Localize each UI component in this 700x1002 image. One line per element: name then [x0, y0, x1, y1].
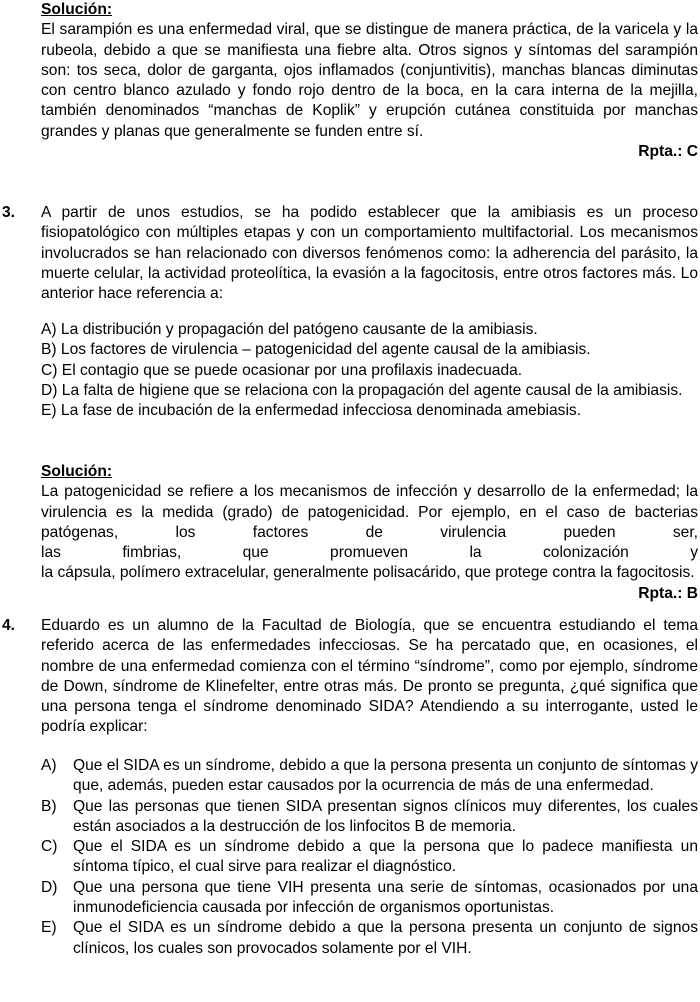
solution-heading: Solución:: [41, 463, 113, 480]
option-label: E): [41, 919, 57, 937]
question-4: [41, 616, 698, 738]
option-a: A) La distribución y propagación del patógeno causante de la amibiasis.: [41, 321, 538, 338]
question-4-options: [41, 756, 698, 959]
solution-text-part3: la cápsula, polímero extracelular, generalmente polisacárido, que protege contra la fagocitosis.: [41, 564, 695, 582]
option-text: Que el SIDA es un síndrome debido a que la persona presenta un conjunto de signos clínicos, los cuales son provocados solamente por el VIH.: [73, 919, 698, 957]
solution-q2: [41, 0, 698, 162]
option-label: B): [41, 797, 57, 815]
option-d: D) La falta de higiene que se relaciona con la propagación del agente causal de la amibiasis.: [41, 381, 683, 399]
option-d: [41, 878, 698, 919]
option-c: C) El contagio que se puede ocasionar por una profilaxis inadecuada.: [41, 361, 523, 379]
option-label: D): [41, 878, 58, 896]
solution-text-part2: las fimbrias, que promueven la colonización y: [41, 544, 698, 562]
option-text: Que una persona que tiene VIH presenta una serie de síntomas, ocasionados por una inmunodeficiencia causada por infección de organismos oportunistas.: [73, 878, 698, 917]
option-text: Que las personas que tienen SIDA presentan signos clínicos muy diferentes, los cuales están asociados a la destrucción de los linfocitos B de memoria.: [73, 797, 698, 835]
option-b: B) Los factores de virulencia – patogenicidad del agente causal de la amibiasis.: [41, 341, 591, 359]
solution-text-part1: La patogenicidad se refiere a los mecanismos de infección y desarrollo de la enfermedad; la virulencia es la medida (grado) de patogenicidad. Por ejemplo, en el caso de bacterias patógenas, los factores de virulencia pueden ser,: [41, 483, 698, 541]
option-text: Que el SIDA es un síndrome debido a que la persona que lo padece manifiesta un síntoma típico, el cual sirve para realizar el diagnóstico.: [73, 838, 698, 876]
question-number-3: 3.: [2, 204, 16, 221]
option-label: A): [41, 757, 57, 774]
solution-q3: [41, 462, 698, 604]
question-text: Eduardo es un alumno de la Facultad de Biología, que se encuentra estudiando el tema referido acerca de las enfermedades infecciosas. Se ha percatado que, en ocasiones, el nombre de una enfermedad comienza con el término “síndrome”, como por ejemplo, síndrome de Down, síndrome de Klinefelter, entre otras más. De pronto se pregunta, ¿qué significa que una persona tenga el síndrome denominado SIDA? Atendiendo a su interrogante, usted le podría explicar:: [41, 617, 698, 736]
option-e: [41, 918, 698, 959]
question-3-options: [41, 320, 698, 421]
option-a: [41, 756, 698, 797]
question-number-4: 4.: [2, 617, 16, 634]
solution-text: El sarampión es una enfermedad viral, que se distingue de manera práctica, de la varicela y la rubeola, debido a que se manifiesta una fiebre alta. Otros signos y síntomas del sarampión son: tos seca, dolor de garganta, ojos inflamados (conjuntivitis), manchas blancas diminutas con centro blanco azulado y fondo rojo dentro de la boca, en la cara interna de la mejilla, también denominados “manchas de Koplik” y erupción cutánea constituida por manchas grandes y planas que generalmente se funden entre sí.: [41, 21, 698, 140]
answer-label: Rpta.: C: [638, 143, 698, 161]
answer-label: Rpta.: B: [638, 584, 698, 602]
question-3: [41, 203, 698, 304]
option-b: [41, 797, 698, 838]
option-text: Que el SIDA es un síndrome, debido a que la persona presenta un conjunto de síntomas y que, además, pueden estar causados por la ocurrencia de más de una enfermedad.: [73, 757, 699, 795]
option-c: [41, 837, 698, 878]
option-label: C): [41, 838, 58, 856]
solution-heading: Solución:: [41, 1, 113, 18]
question-text: A partir de unos estudios, se ha podido establecer que la amibiasis es un proceso fisiopatológico con múltiples etapas y con un comportamiento multifactorial. Los mecanismos involucrados se han relacionado con diversos fenómenos como: la adherencia del parásito, la muerte celular, la actividad proteolítica, la evasión a la fagocitosis, entre otros factores más. Lo anterior hace referencia a:: [41, 204, 698, 303]
option-e: E) La fase de incubación de la enfermedad infecciosa denominada amebiasis.: [41, 402, 582, 420]
